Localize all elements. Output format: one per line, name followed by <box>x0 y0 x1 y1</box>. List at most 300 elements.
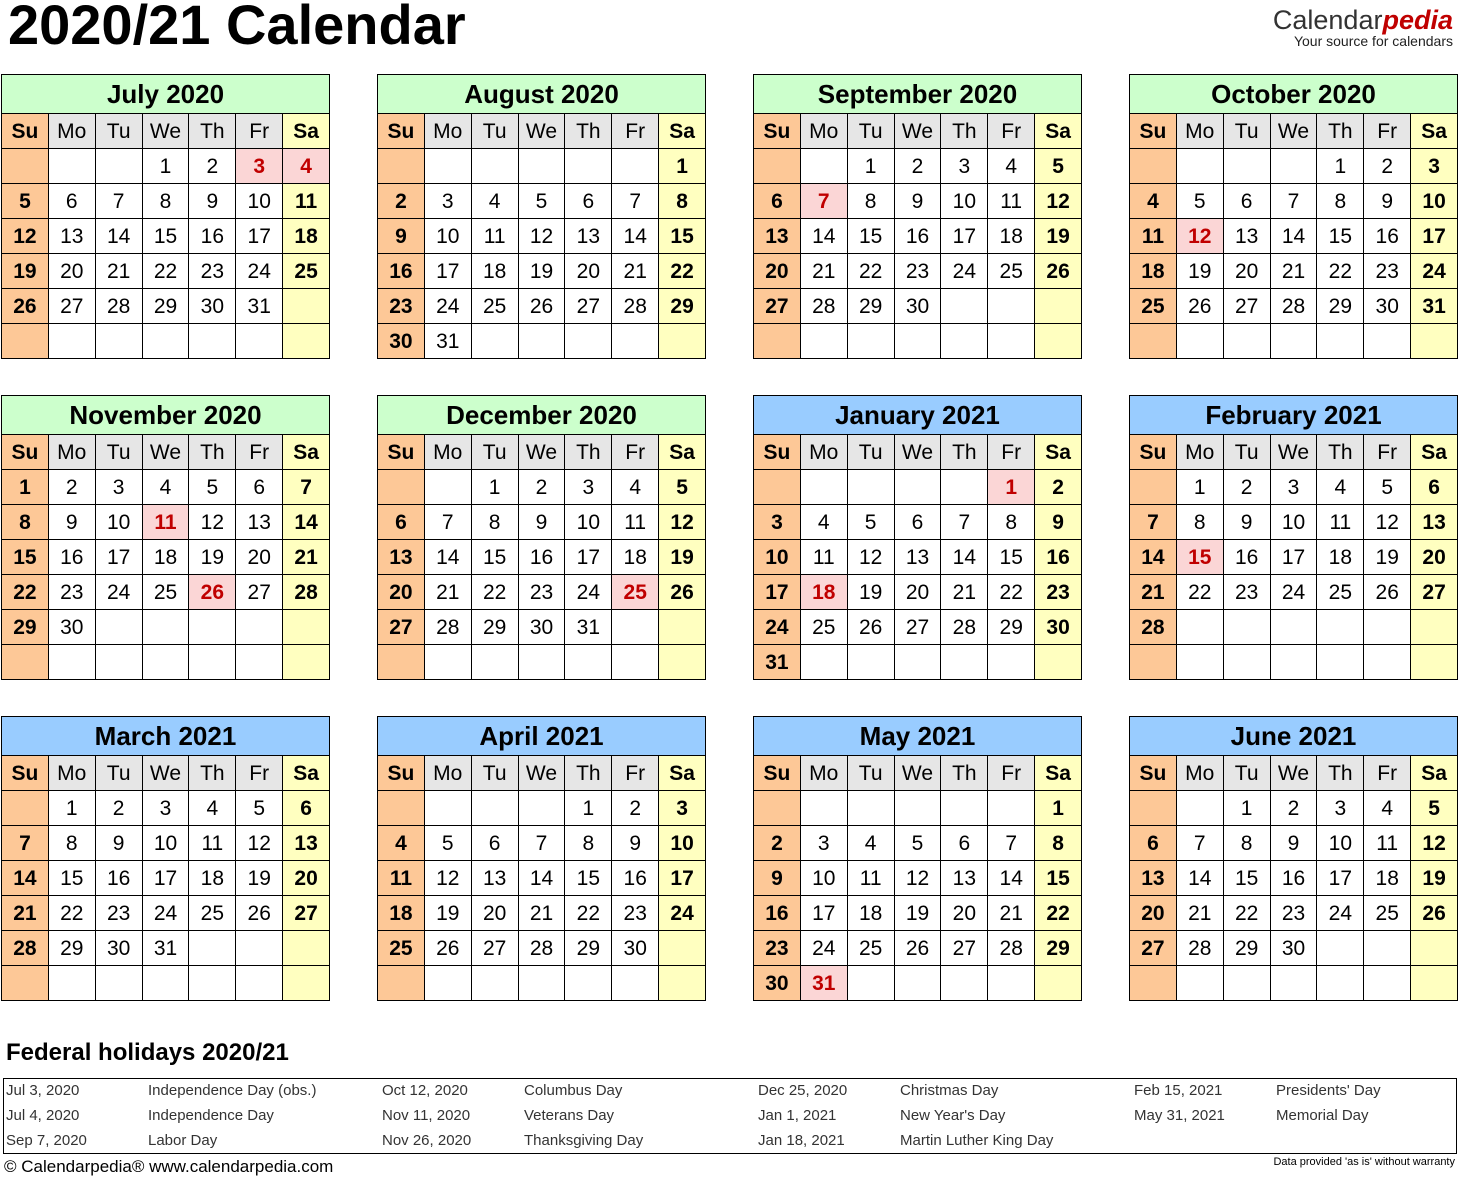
day-cell[interactable]: 7 <box>96 184 143 219</box>
day-cell[interactable]: 27 <box>1130 931 1177 966</box>
day-cell[interactable]: 26 <box>659 575 706 610</box>
day-cell[interactable]: 8 <box>1317 184 1364 219</box>
day-cell[interactable]: 12 <box>895 861 942 896</box>
day-cell[interactable]: 17 <box>143 861 190 896</box>
day-cell[interactable]: 31 <box>425 324 472 359</box>
day-cell[interactable]: 2 <box>96 791 143 826</box>
day-cell[interactable]: 2 <box>895 149 942 184</box>
day-cell[interactable]: 21 <box>425 575 472 610</box>
day-cell[interactable]: 6 <box>1130 826 1177 861</box>
day-cell[interactable]: 2 <box>519 470 566 505</box>
day-cell[interactable]: 10 <box>1271 505 1318 540</box>
day-cell[interactable]: 28 <box>1271 289 1318 324</box>
day-cell[interactable]: 26 <box>2 289 49 324</box>
day-cell[interactable]: 1 <box>565 791 612 826</box>
day-cell[interactable]: 5 <box>2 184 49 219</box>
day-cell[interactable]: 22 <box>1035 896 1082 931</box>
day-cell[interactable]: 26 <box>236 896 283 931</box>
day-cell[interactable]: 5 <box>659 470 706 505</box>
day-cell[interactable]: 14 <box>96 219 143 254</box>
day-cell[interactable]: 22 <box>565 896 612 931</box>
day-cell[interactable]: 23 <box>1224 575 1271 610</box>
day-cell[interactable]: 20 <box>49 254 96 289</box>
day-cell[interactable]: 11 <box>612 505 659 540</box>
day-cell[interactable]: 6 <box>49 184 96 219</box>
day-cell[interactable]: 25 <box>1130 289 1177 324</box>
day-cell[interactable]: 18 <box>612 540 659 575</box>
day-cell[interactable]: 20 <box>283 861 330 896</box>
day-cell[interactable]: 3 <box>1271 470 1318 505</box>
day-cell[interactable]: 11 <box>988 184 1035 219</box>
day-cell[interactable]: 7 <box>988 826 1035 861</box>
day-cell[interactable]: 14 <box>941 540 988 575</box>
day-cell[interactable]: 23 <box>1035 575 1082 610</box>
day-cell[interactable]: 16 <box>895 219 942 254</box>
day-cell[interactable]: 14 <box>2 861 49 896</box>
day-cell[interactable]: 3 <box>143 791 190 826</box>
day-cell[interactable]: 29 <box>1317 289 1364 324</box>
day-cell[interactable]: 11 <box>1130 219 1177 254</box>
day-cell[interactable]: 22 <box>848 254 895 289</box>
day-cell[interactable]: 7 <box>283 470 330 505</box>
day-cell[interactable]: 12 <box>1364 505 1411 540</box>
holiday-day-cell[interactable]: 3 <box>236 149 283 184</box>
day-cell[interactable]: 10 <box>754 540 801 575</box>
day-cell[interactable]: 11 <box>378 861 425 896</box>
day-cell[interactable]: 3 <box>659 791 706 826</box>
day-cell[interactable]: 27 <box>472 931 519 966</box>
day-cell[interactable]: 17 <box>754 575 801 610</box>
day-cell[interactable]: 3 <box>754 505 801 540</box>
day-cell[interactable]: 31 <box>565 610 612 645</box>
day-cell[interactable]: 23 <box>612 896 659 931</box>
day-cell[interactable]: 5 <box>1364 470 1411 505</box>
day-cell[interactable]: 19 <box>236 861 283 896</box>
day-cell[interactable]: 26 <box>1035 254 1082 289</box>
day-cell[interactable]: 25 <box>143 575 190 610</box>
day-cell[interactable]: 30 <box>1364 289 1411 324</box>
day-cell[interactable]: 23 <box>895 254 942 289</box>
day-cell[interactable]: 12 <box>236 826 283 861</box>
day-cell[interactable]: 15 <box>2 540 49 575</box>
day-cell[interactable]: 1 <box>1317 149 1364 184</box>
day-cell[interactable]: 31 <box>236 289 283 324</box>
day-cell[interactable]: 5 <box>236 791 283 826</box>
day-cell[interactable]: 7 <box>941 505 988 540</box>
day-cell[interactable]: 5 <box>189 470 236 505</box>
day-cell[interactable]: 17 <box>941 219 988 254</box>
day-cell[interactable]: 4 <box>143 470 190 505</box>
day-cell[interactable]: 10 <box>659 826 706 861</box>
day-cell[interactable]: 18 <box>848 896 895 931</box>
day-cell[interactable]: 10 <box>565 505 612 540</box>
day-cell[interactable]: 24 <box>754 610 801 645</box>
day-cell[interactable]: 25 <box>189 896 236 931</box>
day-cell[interactable]: 5 <box>1411 791 1458 826</box>
holiday-day-cell[interactable]: 31 <box>801 966 848 1001</box>
footer-copyright[interactable]: © Calendarpedia® www.calendarpedia.com <box>4 1157 334 1176</box>
day-cell[interactable]: 15 <box>565 861 612 896</box>
day-cell[interactable]: 6 <box>565 184 612 219</box>
day-cell[interactable]: 30 <box>378 324 425 359</box>
day-cell[interactable]: 5 <box>519 184 566 219</box>
day-cell[interactable]: 9 <box>1364 184 1411 219</box>
day-cell[interactable]: 13 <box>472 861 519 896</box>
day-cell[interactable]: 9 <box>1271 826 1318 861</box>
day-cell[interactable]: 15 <box>472 540 519 575</box>
day-cell[interactable]: 10 <box>236 184 283 219</box>
day-cell[interactable]: 21 <box>1177 896 1224 931</box>
day-cell[interactable]: 1 <box>143 149 190 184</box>
day-cell[interactable]: 19 <box>1177 254 1224 289</box>
day-cell[interactable]: 1 <box>2 470 49 505</box>
day-cell[interactable]: 2 <box>1224 470 1271 505</box>
day-cell[interactable]: 2 <box>1364 149 1411 184</box>
day-cell[interactable]: 29 <box>988 610 1035 645</box>
day-cell[interactable]: 22 <box>2 575 49 610</box>
day-cell[interactable]: 15 <box>49 861 96 896</box>
day-cell[interactable]: 11 <box>801 540 848 575</box>
day-cell[interactable]: 5 <box>425 826 472 861</box>
day-cell[interactable]: 2 <box>612 791 659 826</box>
day-cell[interactable]: 28 <box>283 575 330 610</box>
day-cell[interactable]: 27 <box>565 289 612 324</box>
day-cell[interactable]: 19 <box>895 896 942 931</box>
day-cell[interactable]: 1 <box>472 470 519 505</box>
day-cell[interactable]: 6 <box>378 505 425 540</box>
holiday-day-cell[interactable]: 1 <box>988 470 1035 505</box>
day-cell[interactable]: 20 <box>472 896 519 931</box>
day-cell[interactable]: 17 <box>659 861 706 896</box>
day-cell[interactable]: 14 <box>283 505 330 540</box>
day-cell[interactable]: 16 <box>378 254 425 289</box>
day-cell[interactable]: 4 <box>988 149 1035 184</box>
day-cell[interactable]: 17 <box>565 540 612 575</box>
day-cell[interactable]: 14 <box>1130 540 1177 575</box>
day-cell[interactable]: 6 <box>1224 184 1271 219</box>
day-cell[interactable]: 20 <box>1224 254 1271 289</box>
day-cell[interactable]: 24 <box>659 896 706 931</box>
day-cell[interactable]: 19 <box>189 540 236 575</box>
day-cell[interactable]: 30 <box>519 610 566 645</box>
day-cell[interactable]: 20 <box>378 575 425 610</box>
day-cell[interactable]: 30 <box>49 610 96 645</box>
day-cell[interactable]: 13 <box>754 219 801 254</box>
day-cell[interactable]: 7 <box>519 826 566 861</box>
day-cell[interactable]: 1 <box>1035 791 1082 826</box>
day-cell[interactable]: 11 <box>283 184 330 219</box>
day-cell[interactable]: 8 <box>848 184 895 219</box>
day-cell[interactable]: 12 <box>659 505 706 540</box>
day-cell[interactable]: 13 <box>895 540 942 575</box>
day-cell[interactable]: 30 <box>1035 610 1082 645</box>
day-cell[interactable]: 15 <box>143 219 190 254</box>
day-cell[interactable]: 18 <box>283 219 330 254</box>
day-cell[interactable]: 20 <box>1130 896 1177 931</box>
day-cell[interactable]: 10 <box>1411 184 1458 219</box>
day-cell[interactable]: 3 <box>941 149 988 184</box>
day-cell[interactable]: 30 <box>1271 931 1318 966</box>
day-cell[interactable]: 19 <box>1035 219 1082 254</box>
day-cell[interactable]: 20 <box>565 254 612 289</box>
day-cell[interactable]: 15 <box>988 540 1035 575</box>
day-cell[interactable]: 29 <box>1035 931 1082 966</box>
day-cell[interactable]: 6 <box>1411 470 1458 505</box>
holiday-day-cell[interactable]: 25 <box>612 575 659 610</box>
day-cell[interactable]: 8 <box>988 505 1035 540</box>
day-cell[interactable]: 14 <box>612 219 659 254</box>
day-cell[interactable]: 19 <box>659 540 706 575</box>
day-cell[interactable]: 23 <box>519 575 566 610</box>
day-cell[interactable]: 2 <box>378 184 425 219</box>
day-cell[interactable]: 14 <box>801 219 848 254</box>
day-cell[interactable]: 21 <box>1271 254 1318 289</box>
brand-logo[interactable] <box>1273 6 1453 48</box>
day-cell[interactable]: 6 <box>472 826 519 861</box>
day-cell[interactable]: 29 <box>565 931 612 966</box>
day-cell[interactable]: 28 <box>988 931 1035 966</box>
day-cell[interactable]: 9 <box>1224 505 1271 540</box>
day-cell[interactable]: 21 <box>519 896 566 931</box>
day-cell[interactable]: 9 <box>895 184 942 219</box>
day-cell[interactable]: 23 <box>754 931 801 966</box>
day-cell[interactable]: 29 <box>848 289 895 324</box>
day-cell[interactable]: 19 <box>2 254 49 289</box>
day-cell[interactable]: 3 <box>425 184 472 219</box>
day-cell[interactable]: 11 <box>472 219 519 254</box>
day-cell[interactable]: 25 <box>472 289 519 324</box>
day-cell[interactable]: 18 <box>1364 861 1411 896</box>
day-cell[interactable]: 8 <box>472 505 519 540</box>
day-cell[interactable]: 8 <box>1177 505 1224 540</box>
day-cell[interactable]: 29 <box>1224 931 1271 966</box>
day-cell[interactable]: 22 <box>988 575 1035 610</box>
day-cell[interactable]: 23 <box>1364 254 1411 289</box>
day-cell[interactable]: 28 <box>801 289 848 324</box>
day-cell[interactable]: 19 <box>519 254 566 289</box>
day-cell[interactable]: 16 <box>1271 861 1318 896</box>
day-cell[interactable]: 1 <box>1224 791 1271 826</box>
day-cell[interactable]: 28 <box>2 931 49 966</box>
day-cell[interactable]: 27 <box>941 931 988 966</box>
day-cell[interactable]: 7 <box>2 826 49 861</box>
day-cell[interactable]: 30 <box>754 966 801 1001</box>
day-cell[interactable]: 27 <box>283 896 330 931</box>
holiday-day-cell[interactable]: 12 <box>1177 219 1224 254</box>
day-cell[interactable]: 12 <box>519 219 566 254</box>
day-cell[interactable]: 22 <box>143 254 190 289</box>
day-cell[interactable]: 24 <box>801 931 848 966</box>
day-cell[interactable]: 16 <box>1364 219 1411 254</box>
day-cell[interactable]: 2 <box>189 149 236 184</box>
day-cell[interactable]: 30 <box>895 289 942 324</box>
day-cell[interactable]: 20 <box>1411 540 1458 575</box>
day-cell[interactable]: 17 <box>425 254 472 289</box>
day-cell[interactable]: 14 <box>425 540 472 575</box>
day-cell[interactable]: 12 <box>425 861 472 896</box>
day-cell[interactable]: 12 <box>2 219 49 254</box>
day-cell[interactable]: 1 <box>49 791 96 826</box>
day-cell[interactable]: 23 <box>189 254 236 289</box>
day-cell[interactable]: 21 <box>1130 575 1177 610</box>
day-cell[interactable]: 29 <box>49 931 96 966</box>
day-cell[interactable]: 27 <box>1411 575 1458 610</box>
day-cell[interactable]: 21 <box>941 575 988 610</box>
day-cell[interactable]: 10 <box>941 184 988 219</box>
day-cell[interactable]: 30 <box>612 931 659 966</box>
day-cell[interactable]: 2 <box>49 470 96 505</box>
day-cell[interactable]: 24 <box>565 575 612 610</box>
day-cell[interactable]: 3 <box>96 470 143 505</box>
day-cell[interactable]: 3 <box>1411 149 1458 184</box>
holiday-day-cell[interactable]: 11 <box>143 505 190 540</box>
day-cell[interactable]: 8 <box>143 184 190 219</box>
day-cell[interactable]: 14 <box>1271 219 1318 254</box>
day-cell[interactable]: 3 <box>565 470 612 505</box>
day-cell[interactable]: 21 <box>96 254 143 289</box>
day-cell[interactable]: 11 <box>848 861 895 896</box>
day-cell[interactable]: 22 <box>1177 575 1224 610</box>
day-cell[interactable]: 31 <box>754 645 801 680</box>
day-cell[interactable]: 5 <box>1177 184 1224 219</box>
day-cell[interactable]: 9 <box>189 184 236 219</box>
day-cell[interactable]: 6 <box>283 791 330 826</box>
day-cell[interactable]: 4 <box>472 184 519 219</box>
day-cell[interactable]: 29 <box>143 289 190 324</box>
day-cell[interactable]: 22 <box>472 575 519 610</box>
day-cell[interactable]: 19 <box>1364 540 1411 575</box>
day-cell[interactable]: 15 <box>659 219 706 254</box>
day-cell[interactable]: 9 <box>1035 505 1082 540</box>
day-cell[interactable]: 28 <box>941 610 988 645</box>
day-cell[interactable]: 24 <box>1271 575 1318 610</box>
day-cell[interactable]: 19 <box>425 896 472 931</box>
day-cell[interactable]: 1 <box>1177 470 1224 505</box>
day-cell[interactable]: 24 <box>96 575 143 610</box>
day-cell[interactable]: 7 <box>425 505 472 540</box>
day-cell[interactable]: 12 <box>1411 826 1458 861</box>
day-cell[interactable]: 29 <box>659 289 706 324</box>
day-cell[interactable]: 10 <box>425 219 472 254</box>
day-cell[interactable]: 31 <box>1411 289 1458 324</box>
day-cell[interactable]: 25 <box>1364 896 1411 931</box>
day-cell[interactable]: 4 <box>1364 791 1411 826</box>
day-cell[interactable]: 24 <box>236 254 283 289</box>
day-cell[interactable]: 27 <box>49 289 96 324</box>
day-cell[interactable]: 28 <box>96 289 143 324</box>
day-cell[interactable]: 5 <box>895 826 942 861</box>
day-cell[interactable]: 22 <box>49 896 96 931</box>
day-cell[interactable]: 23 <box>1271 896 1318 931</box>
day-cell[interactable]: 15 <box>1317 219 1364 254</box>
day-cell[interactable]: 22 <box>1317 254 1364 289</box>
day-cell[interactable]: 28 <box>1130 610 1177 645</box>
day-cell[interactable]: 8 <box>2 505 49 540</box>
day-cell[interactable]: 17 <box>801 896 848 931</box>
day-cell[interactable]: 11 <box>189 826 236 861</box>
day-cell[interactable]: 24 <box>425 289 472 324</box>
day-cell[interactable]: 18 <box>1130 254 1177 289</box>
day-cell[interactable]: 26 <box>848 610 895 645</box>
day-cell[interactable]: 8 <box>659 184 706 219</box>
day-cell[interactable]: 28 <box>1177 931 1224 966</box>
day-cell[interactable]: 18 <box>988 219 1035 254</box>
day-cell[interactable]: 28 <box>519 931 566 966</box>
day-cell[interactable]: 12 <box>189 505 236 540</box>
day-cell[interactable]: 4 <box>848 826 895 861</box>
day-cell[interactable]: 16 <box>1035 540 1082 575</box>
day-cell[interactable]: 4 <box>801 505 848 540</box>
day-cell[interactable]: 4 <box>1317 470 1364 505</box>
day-cell[interactable]: 24 <box>1411 254 1458 289</box>
day-cell[interactable]: 24 <box>143 896 190 931</box>
day-cell[interactable]: 14 <box>988 861 1035 896</box>
day-cell[interactable]: 16 <box>49 540 96 575</box>
day-cell[interactable]: 26 <box>895 931 942 966</box>
day-cell[interactable]: 17 <box>236 219 283 254</box>
day-cell[interactable]: 29 <box>2 610 49 645</box>
day-cell[interactable]: 18 <box>378 896 425 931</box>
day-cell[interactable]: 30 <box>96 931 143 966</box>
day-cell[interactable]: 15 <box>848 219 895 254</box>
day-cell[interactable]: 3 <box>1317 791 1364 826</box>
day-cell[interactable]: 21 <box>801 254 848 289</box>
day-cell[interactable]: 16 <box>189 219 236 254</box>
day-cell[interactable]: 27 <box>236 575 283 610</box>
day-cell[interactable]: 9 <box>378 219 425 254</box>
day-cell[interactable]: 6 <box>941 826 988 861</box>
day-cell[interactable]: 18 <box>1317 540 1364 575</box>
day-cell[interactable]: 8 <box>565 826 612 861</box>
day-cell[interactable]: 19 <box>848 575 895 610</box>
day-cell[interactable]: 18 <box>472 254 519 289</box>
day-cell[interactable]: 13 <box>236 505 283 540</box>
day-cell[interactable]: 23 <box>96 896 143 931</box>
day-cell[interactable]: 13 <box>1411 505 1458 540</box>
day-cell[interactable]: 8 <box>1224 826 1271 861</box>
holiday-day-cell[interactable]: 7 <box>801 184 848 219</box>
holiday-day-cell[interactable]: 26 <box>189 575 236 610</box>
day-cell[interactable]: 25 <box>988 254 1035 289</box>
day-cell[interactable]: 26 <box>1411 896 1458 931</box>
day-cell[interactable]: 30 <box>189 289 236 324</box>
day-cell[interactable]: 21 <box>283 540 330 575</box>
day-cell[interactable]: 6 <box>895 505 942 540</box>
day-cell[interactable]: 13 <box>1224 219 1271 254</box>
day-cell[interactable]: 7 <box>612 184 659 219</box>
day-cell[interactable]: 9 <box>754 861 801 896</box>
day-cell[interactable]: 10 <box>143 826 190 861</box>
day-cell[interactable]: 26 <box>1177 289 1224 324</box>
day-cell[interactable]: 20 <box>895 575 942 610</box>
day-cell[interactable]: 19 <box>1411 861 1458 896</box>
day-cell[interactable]: 15 <box>1035 861 1082 896</box>
day-cell[interactable]: 16 <box>519 540 566 575</box>
day-cell[interactable]: 4 <box>612 470 659 505</box>
day-cell[interactable]: 25 <box>848 931 895 966</box>
day-cell[interactable]: 25 <box>378 931 425 966</box>
day-cell[interactable]: 17 <box>96 540 143 575</box>
day-cell[interactable]: 3 <box>801 826 848 861</box>
day-cell[interactable]: 7 <box>1177 826 1224 861</box>
day-cell[interactable]: 27 <box>895 610 942 645</box>
day-cell[interactable]: 18 <box>143 540 190 575</box>
day-cell[interactable]: 11 <box>1317 505 1364 540</box>
day-cell[interactable]: 7 <box>1130 505 1177 540</box>
day-cell[interactable]: 31 <box>143 931 190 966</box>
day-cell[interactable]: 13 <box>565 219 612 254</box>
day-cell[interactable]: 16 <box>96 861 143 896</box>
